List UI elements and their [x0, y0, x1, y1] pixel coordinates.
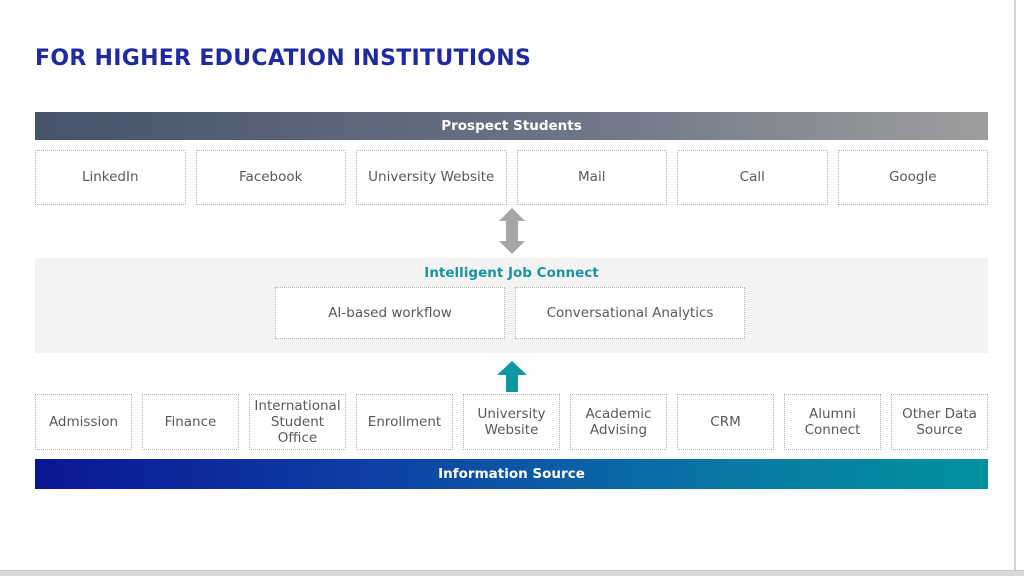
connect-section-title: Intelligent Job Connect — [424, 265, 599, 281]
channel-label: Mail — [578, 169, 606, 186]
channel-label: Google — [888, 169, 937, 186]
prospect-students-label: Prospect Students — [441, 118, 582, 134]
source-box-other-data-source — [891, 394, 988, 450]
source-label: Alumni Connect — [804, 405, 861, 438]
source-box-enrollment — [356, 394, 453, 450]
source-label: Finance — [164, 413, 217, 430]
channel-label: Call — [739, 169, 765, 186]
channel-row — [35, 150, 988, 205]
source-label: Admission — [48, 413, 119, 430]
intelligent-job-connect-section — [35, 258, 988, 353]
source-row — [35, 394, 988, 450]
source-label: Academic Advising — [585, 405, 652, 438]
channel-box-university-website — [356, 150, 507, 205]
source-box-admission — [35, 394, 132, 450]
channel-label: LinkedIn — [81, 169, 139, 186]
source-label: International Student Office — [254, 397, 341, 447]
module-label: AI-based workflow — [328, 304, 452, 321]
information-source-band — [35, 459, 988, 489]
module-box-ai-workflow — [275, 287, 505, 339]
prospect-students-band — [35, 112, 988, 140]
source-box-international-student-office — [249, 394, 346, 450]
page-title: FOR HIGHER EDUCATION INSTITUTIONS — [35, 46, 532, 71]
channel-box-mail — [517, 150, 668, 205]
source-box-finance — [142, 394, 239, 450]
connect-module-row — [275, 287, 745, 339]
source-label: University Website — [477, 405, 546, 438]
viewer-bottom-strip — [0, 570, 1024, 576]
channel-box-facebook — [196, 150, 347, 205]
channel-label: University Website — [368, 169, 495, 186]
source-label: Enrollment — [367, 413, 442, 430]
source-label: CRM — [710, 413, 741, 430]
source-label: Other Data Source — [902, 405, 977, 438]
module-label: Conversational Analytics — [546, 304, 714, 321]
source-box-academic-advising — [570, 394, 667, 450]
source-box-crm — [677, 394, 774, 450]
channel-box-call — [677, 150, 828, 205]
channel-label: Facebook — [239, 169, 303, 186]
channel-box-google — [838, 150, 989, 205]
information-source-label: Information Source — [438, 466, 585, 482]
source-box-university-website — [463, 394, 560, 450]
channel-box-linkedin — [35, 150, 186, 205]
up-down-arrow-icon — [499, 208, 525, 258]
viewer-right-border — [1014, 0, 1016, 576]
up-arrow-icon — [497, 361, 527, 396]
module-box-conversational-analytics — [515, 287, 745, 339]
source-box-alumni-connect — [784, 394, 881, 450]
